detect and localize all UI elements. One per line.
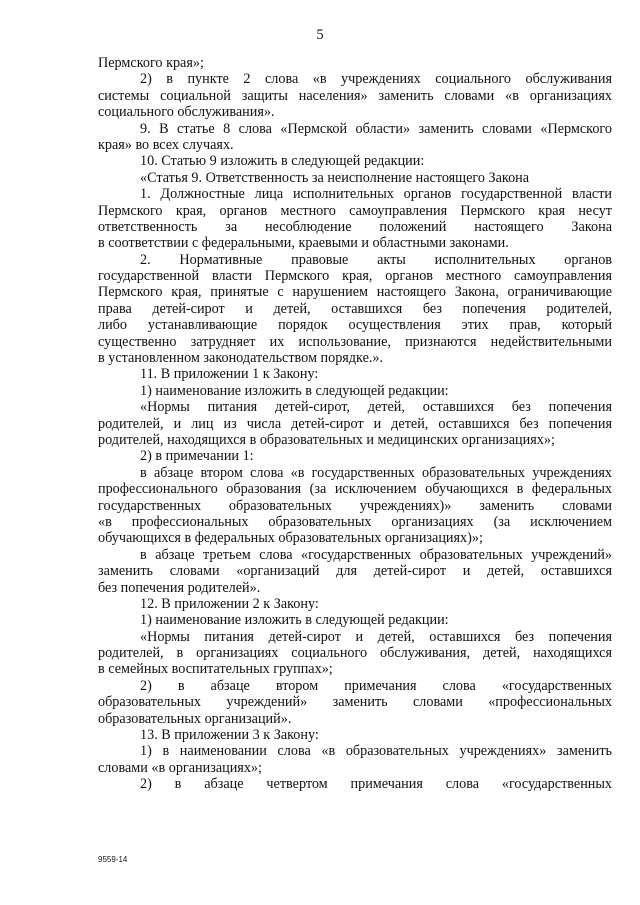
text-line: ответственность за несоблюдение положений настоящего Закона xyxy=(98,218,612,235)
text-line: родителей, и лиц из числа детей-сирот и детей, оставшихся без попечения xyxy=(98,415,612,432)
text-line: Пермского края, органов местного самоуправления Пермского края несут xyxy=(98,202,612,219)
text-line: 9. В статье 8 слова «Пермской области» заменить словами «Пермского xyxy=(140,120,612,137)
text-line: 1) наименование изложить в следующей редакции: xyxy=(140,382,449,399)
text-line: 1) в наименовании слова «в образовательных учреждениях» заменить xyxy=(140,743,612,760)
text-line: родителей, находящихся в образовательных и медицинских организациях»; xyxy=(98,431,555,448)
text-line: 1. Должностные лица исполнительных органов государственной власти xyxy=(140,186,612,203)
text-line: «Нормы питания детей-сирот и детей, оставшихся без попечения xyxy=(140,628,612,645)
text-line: в абзаце втором слова «в государственных образовательных учреждениях xyxy=(140,464,612,481)
text-line: без попечения родителей». xyxy=(98,579,261,596)
text-line: в абзаце третьем слова «государственных образовательных учреждений» xyxy=(140,546,612,563)
text-line: края» во всех случаях. xyxy=(98,136,234,153)
text-line: 2) в пункте 2 слова «в учреждениях социального обслуживания xyxy=(140,71,612,88)
text-line: обучающихся в федеральных образовательных организациях)»; xyxy=(98,530,483,547)
text-line: 1) наименование изложить в следующей редакции: xyxy=(140,612,449,629)
text-line: либо устанавливающие порядок осуществления этих прав, который xyxy=(98,317,612,334)
text-line: государственных образовательных учреждениях)» заменить словами xyxy=(98,497,612,514)
text-line: 13. В приложении 3 к Закону: xyxy=(140,727,319,744)
document-body xyxy=(98,55,612,793)
text-line: существенно затрудняет их использование, признаются недействительными xyxy=(98,333,612,350)
page-number: 5 xyxy=(316,27,324,43)
document-code: 9559-14 xyxy=(98,855,128,864)
text-line: 2) в примечании 1: xyxy=(140,448,254,465)
text-line: профессионального образования (за исключением обучающихся в федеральных xyxy=(98,481,612,498)
text-line: образовательных учреждений» заменить словами «профессиональных xyxy=(98,694,612,711)
text-line: 2) в абзаце втором примечания слова «государственных xyxy=(140,677,612,694)
text-line: «в профессиональных образовательных организациях (за исключением xyxy=(98,513,612,530)
text-line: в семейных воспитательных группах»; xyxy=(98,661,333,678)
text-line: образовательных организаций». xyxy=(98,710,292,727)
text-line: в соответствии с федеральными, краевыми и областными законами. xyxy=(98,235,509,252)
text-line: 10. Статью 9 изложить в следующей редакции: xyxy=(140,153,425,170)
text-line: в установленном законодательством порядке.». xyxy=(98,350,384,367)
text-line: социального обслуживания». xyxy=(98,104,275,121)
text-line: «Статья 9. Ответственность за неисполнение настоящего Закона xyxy=(140,169,530,186)
text-line: Пермского края»; xyxy=(98,55,204,71)
text-line: Пермского края, принятые с нарушением настоящего Закона, ограничивающие xyxy=(98,284,612,301)
text-line: «Нормы питания детей-сирот, детей, оставшихся без попечения xyxy=(140,399,612,416)
text-line: словами «в организациях»; xyxy=(98,759,262,776)
text-line: заменить словами «организаций для детей-сирот и детей, оставшихся xyxy=(98,563,612,580)
text-line: 12. В приложении 2 к Закону: xyxy=(140,595,319,612)
text-line: государственной власти Пермского края, органов местного самоуправления xyxy=(98,268,612,285)
text-line: права детей-сирот и детей, оставшихся без попечения родителей, xyxy=(98,300,612,317)
text-line: 2. Нормативные правовые акты исполнительных органов xyxy=(140,251,612,268)
text-line: 2) в абзаце четвертом примечания слова «государственных xyxy=(140,776,612,793)
text-line: 11. В приложении 1 к Закону: xyxy=(140,366,319,383)
text-line: родителей, в организациях социального обслуживания, детей, находящихся xyxy=(98,645,612,662)
text-line: системы социальной защиты населения» заменить словами «в организациях xyxy=(98,87,612,104)
